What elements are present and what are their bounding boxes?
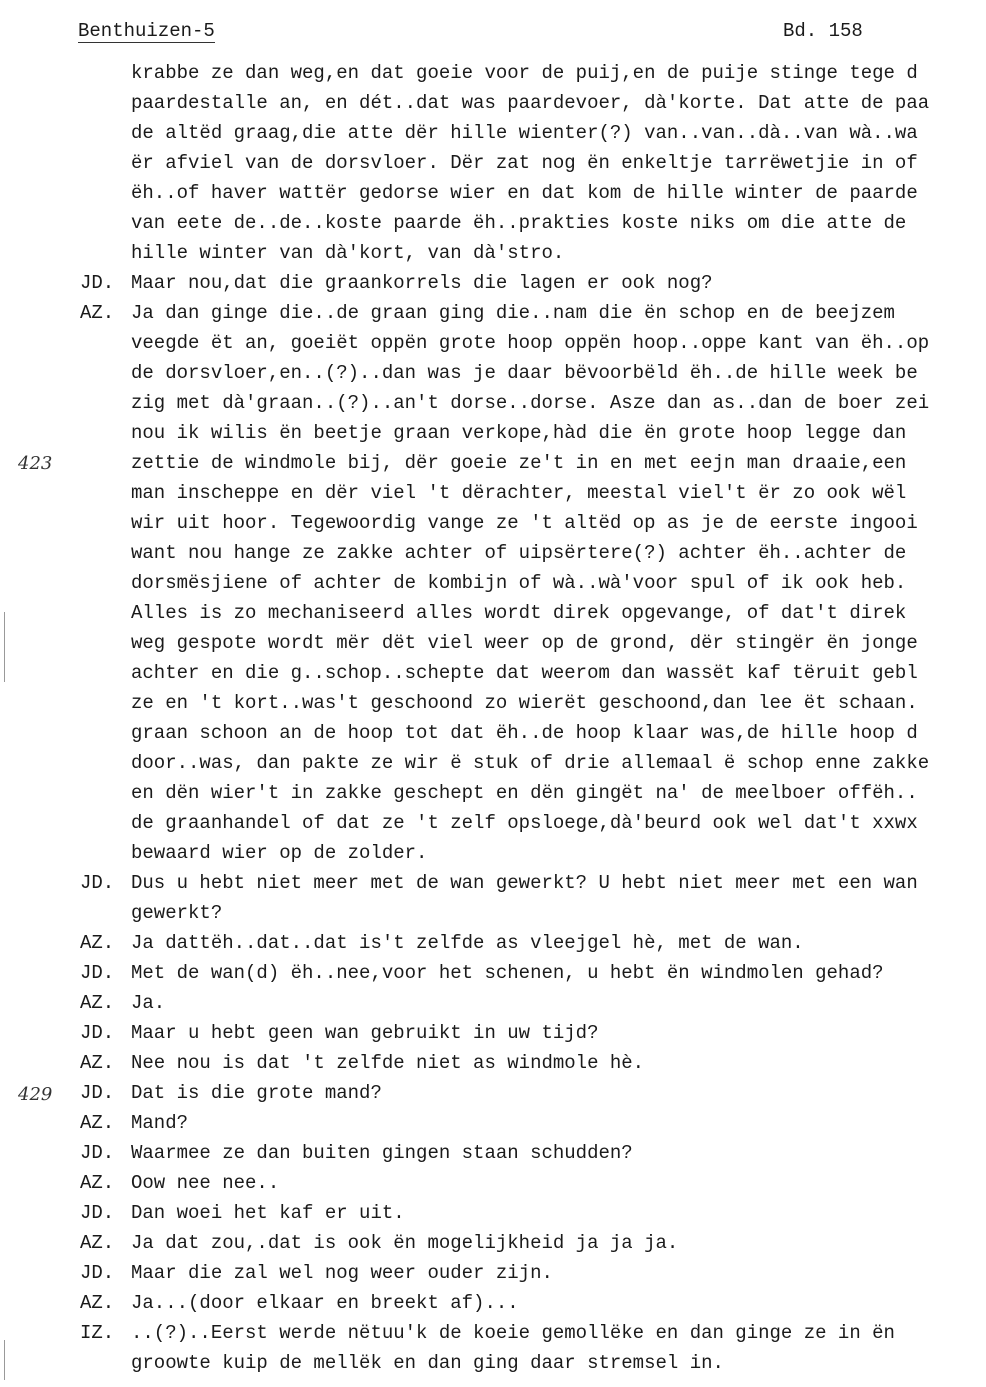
line-text: van eete de..de..koste paarde ëh..prakties koste niks om die atte de	[131, 212, 907, 234]
transcript-line	[0, 1048, 986, 1078]
transcript-line	[0, 838, 986, 868]
transcript-line	[0, 1228, 986, 1258]
transcript-line	[0, 628, 986, 658]
transcript-line	[0, 178, 986, 208]
speaker-label: JD.	[80, 272, 115, 294]
transcript-line	[0, 1348, 986, 1378]
transcript-line	[0, 688, 986, 718]
line-text: nou ik wilis ën beetje graan verkope,hàd die ën grote hoop legge dan	[131, 422, 907, 444]
line-text: Maar die zal wel nog weer ouder zijn.	[131, 1262, 553, 1284]
speaker-label: AZ.	[80, 1172, 115, 1194]
transcript-line	[0, 118, 986, 148]
line-text: en dën wier't in zakke geschept en dën gingët na' de meelboer offëh..	[131, 782, 918, 804]
transcript-line	[0, 928, 986, 958]
speaker-label: JD.	[80, 872, 115, 894]
transcript-line	[0, 508, 986, 538]
transcript-line	[0, 268, 986, 298]
transcript-line	[0, 148, 986, 178]
line-text: ze en 't kort..was't geschoond zo wierët geschoond,dan lee ët schaan.	[131, 692, 918, 714]
speaker-label: AZ.	[80, 932, 115, 954]
transcript-line	[0, 718, 986, 748]
transcript-line	[0, 1168, 986, 1198]
line-text: wir uit hoor. Tegewoordig vange ze 't altëd op as je de eerste ingooi	[131, 512, 918, 534]
line-text: veegde ët an, goeiët oppën grote hoop oppën hoop..oppe kant van ëh..op	[131, 332, 930, 354]
line-text: weg gespote wordt mër dët viel weer op de grond, dër stingër ën jonge	[131, 632, 918, 654]
transcript-line	[0, 478, 986, 508]
speaker-label: AZ.	[80, 1232, 115, 1254]
transcript-line	[0, 448, 986, 478]
transcript-line	[0, 1018, 986, 1048]
line-text: graan schoon an de hoop tot dat ëh..de hoop klaar was,de hille hoop d	[131, 722, 918, 744]
speaker-label: AZ.	[80, 1052, 115, 1074]
line-text: hille winter van dà'kort, van dà'stro.	[131, 242, 565, 264]
transcript-line	[0, 1108, 986, 1138]
transcript-line	[0, 538, 986, 568]
line-text: ër afviel van de dorsvloer. Dër zat nog ën enkeltje tarrëwetjie in of	[131, 152, 918, 174]
line-text: paardestalle an, en dét..dat was paardevoer, dà'korte. Dat atte de paa	[131, 92, 930, 114]
line-text: krabbe ze dan weg,en dat goeie voor de puij,en de puije stinge tege d	[131, 62, 918, 84]
transcript-line	[0, 58, 986, 88]
line-text: door..was, dan pakte ze wir ë stuk of drie allemaal ë schop enne zakke	[131, 752, 930, 774]
speaker-label: JD.	[80, 1142, 115, 1164]
transcript-line	[0, 358, 986, 388]
transcript-line	[0, 88, 986, 118]
transcript-line	[0, 598, 986, 628]
speaker-label: AZ.	[80, 1112, 115, 1134]
line-text: Met de wan(d) ëh..nee,voor het schenen, u hebt ën windmolen gehad?	[131, 962, 884, 984]
transcript-line	[0, 808, 986, 838]
line-text: dorsmësjiene of achter de kombijn of wà..wà'voor spul of ik ook heb.	[131, 572, 907, 594]
transcript-line	[0, 388, 986, 418]
transcript-line	[0, 1318, 986, 1348]
transcript-line	[0, 1138, 986, 1168]
transcript-line	[0, 958, 986, 988]
line-text: zig met dà'graan..(?)..an't dorse..dorse. Asze dan as..dan de boer zei	[131, 392, 930, 414]
speaker-label: AZ.	[80, 1292, 115, 1314]
line-text: achter en die g..schop..schepte dat weerom dan wassët kaf tëruit gebl	[131, 662, 918, 684]
transcript-line	[0, 1198, 986, 1228]
speaker-label: JD.	[80, 1022, 115, 1044]
line-text: Ja.	[131, 992, 166, 1014]
line-text: Maar u hebt geen wan gebruikt in uw tijd?	[131, 1022, 599, 1044]
line-text: Nee nou is dat 't zelfde niet as windmole hè.	[131, 1052, 645, 1074]
line-text: Ja dat zou,.dat is ook ën mogelijkheid ja ja ja.	[131, 1232, 679, 1254]
transcript-line	[0, 1258, 986, 1288]
line-text: gewerkt?	[131, 902, 223, 924]
line-text: ëh..of haver wattër gedorse wier en dat kom de hille winter de paarde	[131, 182, 918, 204]
line-text: Dan woei het kaf er uit.	[131, 1202, 405, 1224]
transcript-line	[0, 748, 986, 778]
line-text: Dat is die grote mand?	[131, 1082, 382, 1104]
transcript-line	[0, 418, 986, 448]
line-text: ..(?)..Eerst werde nëtuu'k de koeie gemollëke en dan ginge ze in ën	[131, 1322, 895, 1344]
speaker-label: AZ.	[80, 302, 115, 324]
transcript-line	[0, 568, 986, 598]
line-text: Dus u hebt niet meer met de wan gewerkt? U hebt niet meer met een wan	[131, 872, 918, 894]
transcript-line	[0, 208, 986, 238]
transcript-line	[0, 868, 986, 898]
page-number: Bd. 158	[783, 20, 863, 42]
speaker-label: JD.	[80, 1262, 115, 1284]
transcript-line	[0, 898, 986, 928]
margin-note: 423	[18, 453, 53, 474]
transcript-line	[0, 1288, 986, 1318]
transcript-line	[0, 328, 986, 358]
speaker-label: IZ.	[80, 1322, 115, 1344]
transcript-line	[0, 238, 986, 268]
speaker-label: JD.	[80, 962, 115, 984]
line-text: Waarmee ze dan buiten gingen staan schudden?	[131, 1142, 633, 1164]
page-header-location: Benthuizen-5	[78, 20, 215, 42]
margin-note: 429	[18, 1084, 53, 1105]
transcript-line	[0, 1078, 986, 1108]
line-text: Ja dan ginge die..de graan ging die..nam die ën schop en de beejzem	[131, 302, 895, 324]
line-text: Ja...(door elkaar en breekt af)...	[131, 1292, 519, 1314]
line-text: Mand?	[131, 1112, 189, 1134]
line-text: Maar nou,dat die graankorrels die lagen er ook nog?	[131, 272, 713, 294]
speaker-label: JD.	[80, 1202, 115, 1224]
transcript-line	[0, 778, 986, 808]
line-text: de graanhandel of dat ze 't zelf opsloege,dà'beurd ook wel dat't xxwx	[131, 812, 918, 834]
transcript-line	[0, 658, 986, 688]
line-text: want nou hange ze zakke achter of uipsërtere(?) achter ëh..achter de	[131, 542, 907, 564]
line-text: Alles is zo mechaniseerd alles wordt direk opgevange, of dat't direk	[131, 602, 907, 624]
line-text: groowte kuip de mellëk en dan ging daar stremsel in.	[131, 1352, 724, 1374]
line-text: de dorsvloer,en..(?)..dan was je daar bëvoorbëld ëh..de hille week be	[131, 362, 918, 384]
line-text: Oow nee nee..	[131, 1172, 280, 1194]
line-text: Ja dattëh..dat..dat is't zelfde as vleejgel hè, met de wan.	[131, 932, 804, 954]
transcript-line	[0, 988, 986, 1018]
transcript-line	[0, 298, 986, 328]
speaker-label: AZ.	[80, 992, 115, 1014]
line-text: zettie de windmole bij, dër goeie ze't in en met eejn man draaie,een	[131, 452, 907, 474]
line-text: bewaard wier op de zolder.	[131, 842, 428, 864]
line-text: man inscheppe en dër viel 't dërachter, meestal viel't ër zo ook wël	[131, 482, 907, 504]
speaker-label: JD.	[80, 1082, 115, 1104]
line-text: de altëd graag,die atte dër hille wienter(?) van..van..dà..van wà..wa	[131, 122, 918, 144]
